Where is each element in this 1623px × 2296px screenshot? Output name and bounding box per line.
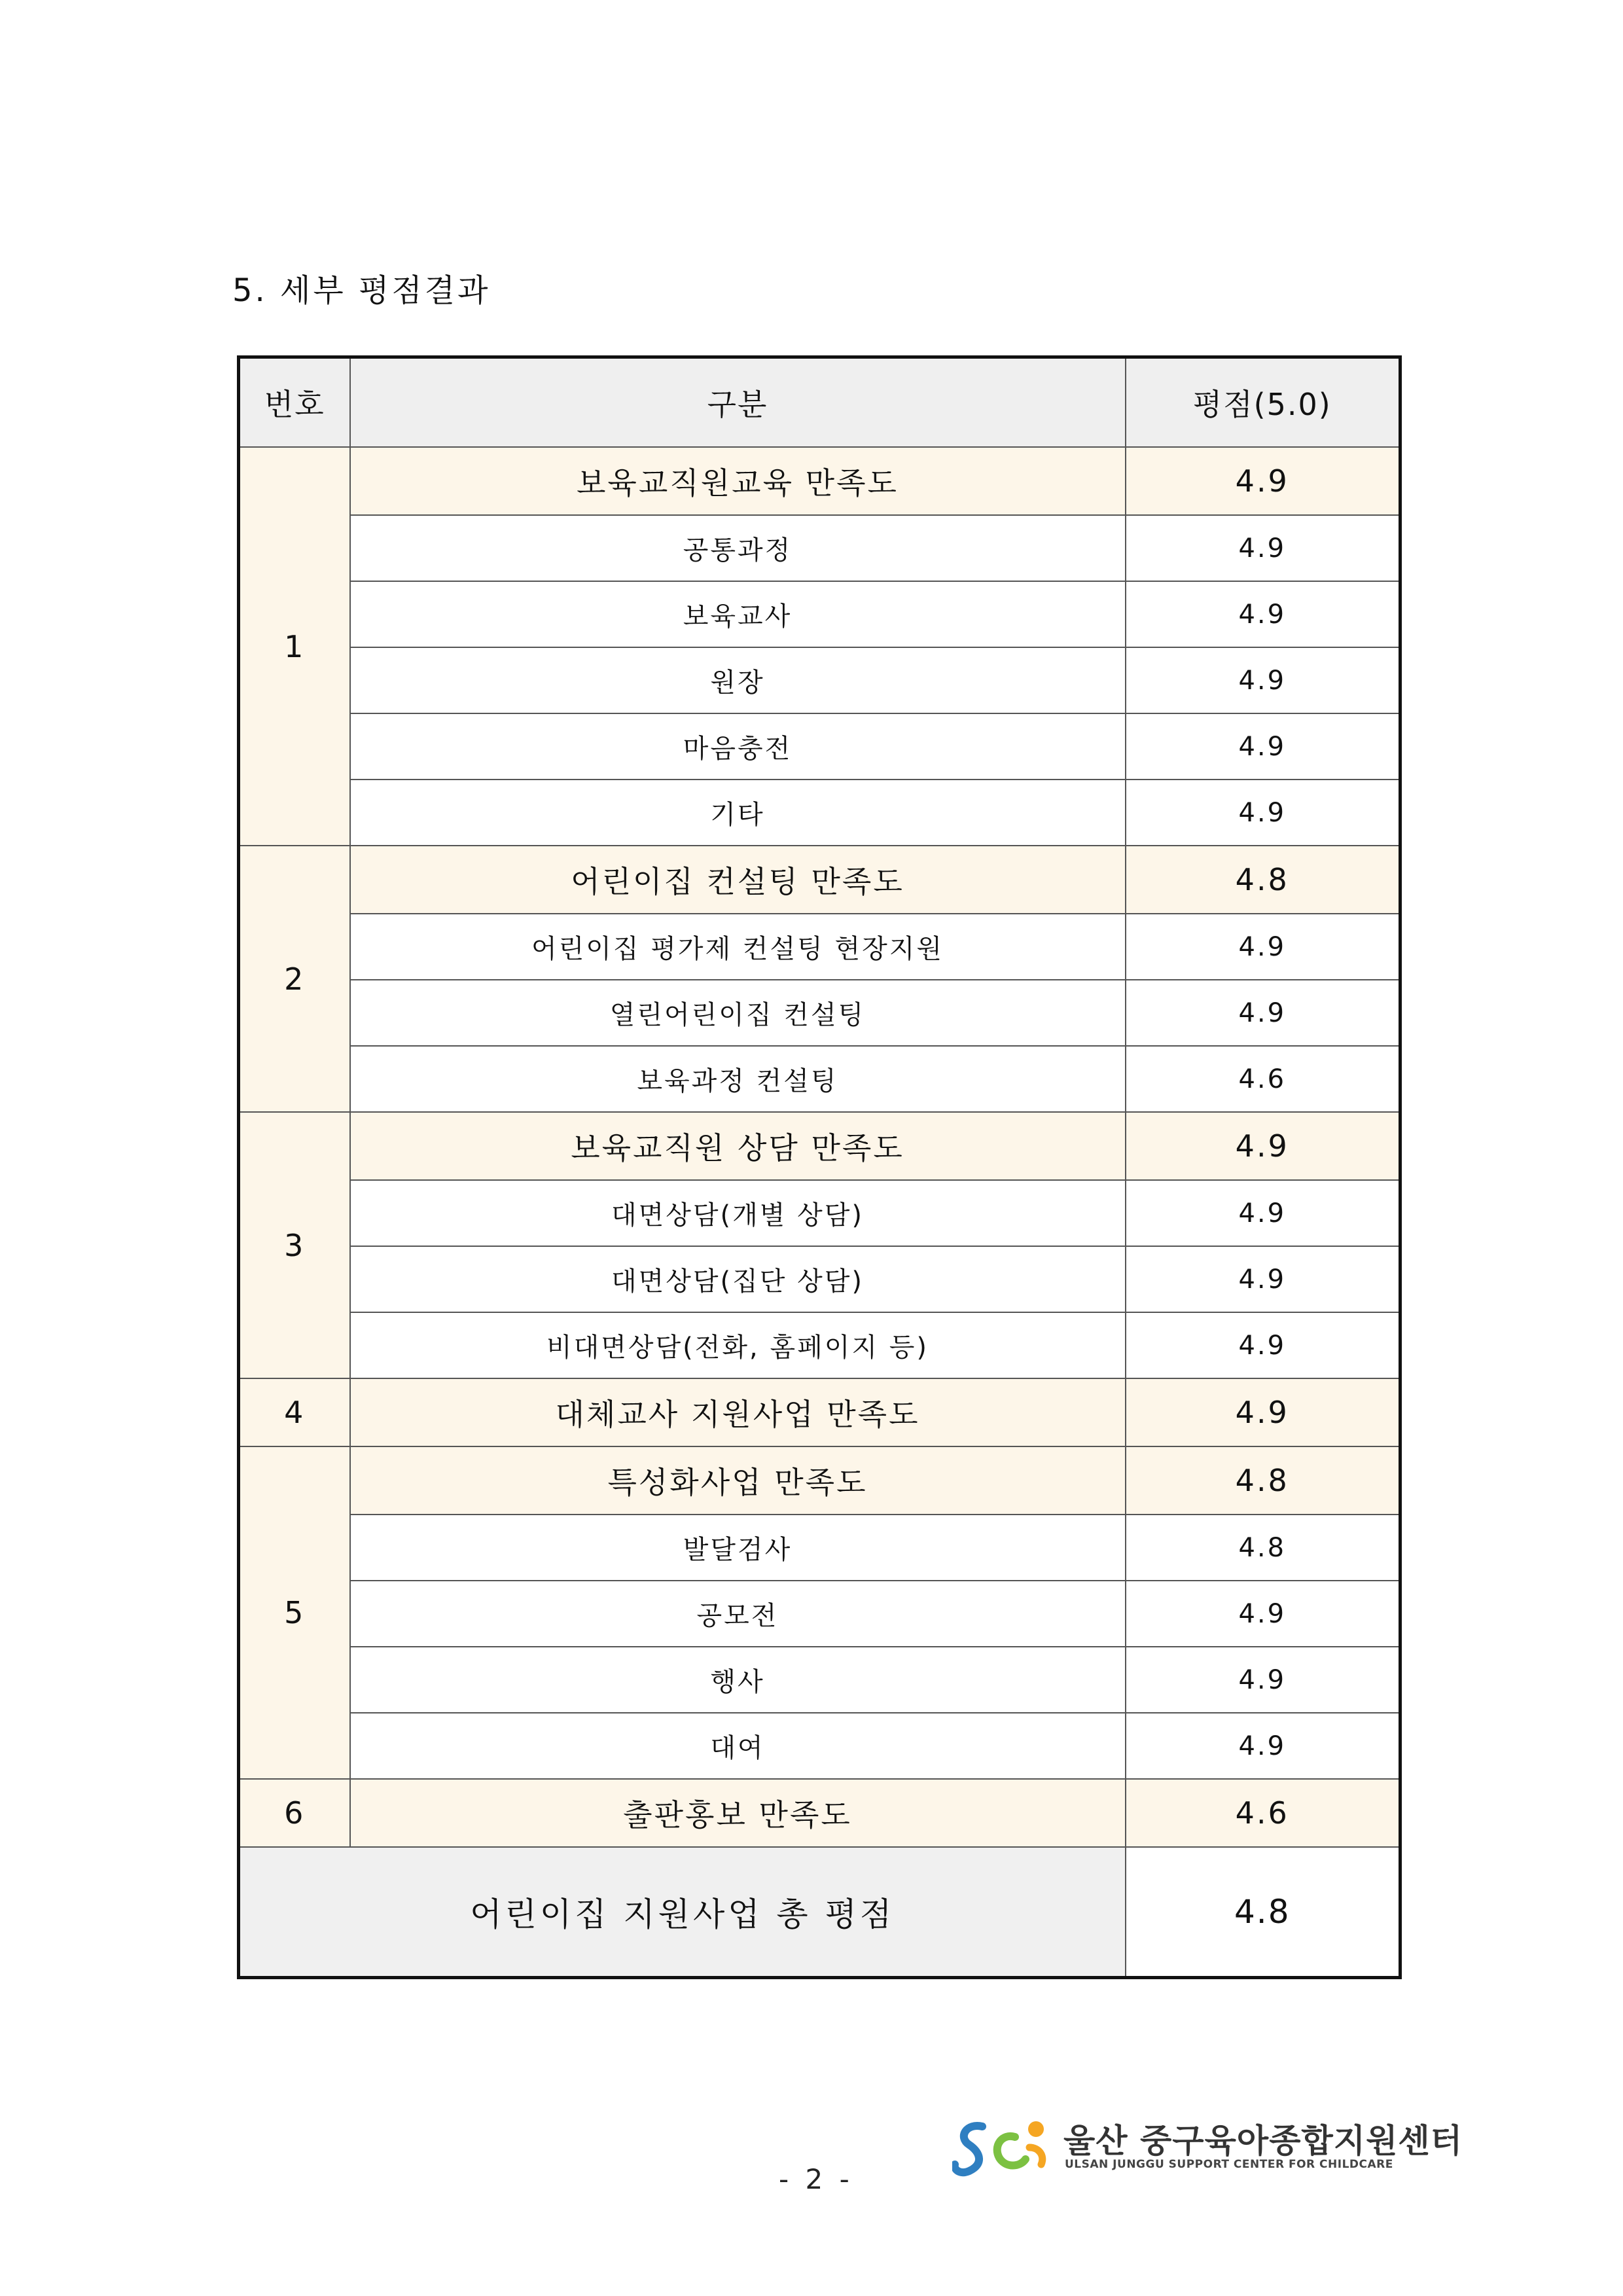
center-logo [952,2111,1463,2183]
table-header-row [239,357,1400,448]
total-row [239,1847,1400,1978]
table-row [239,1515,1400,1581]
item-score: 4.9 [1126,1647,1400,1713]
item-label: 보육교사 [350,581,1126,647]
item-label: 기타 [350,780,1126,846]
header-number: 번호 [239,357,350,448]
table-row [239,1647,1400,1713]
item-score: 4.6 [1126,1046,1400,1112]
item-score: 4.9 [1126,581,1400,647]
category-score: 4.9 [1126,447,1400,515]
item-score: 4.9 [1126,780,1400,846]
item-label: 보육과정 컨설팅 [350,1046,1126,1112]
table-row [239,515,1400,581]
item-label: 대면상담(개별 상담) [350,1180,1126,1246]
score-table [237,355,1402,1979]
group-number: 5 [239,1446,350,1779]
item-score: 4.9 [1126,1713,1400,1779]
item-score: 4.9 [1126,713,1400,780]
category-row [239,447,1400,515]
item-score: 4.9 [1126,1246,1400,1312]
table-row [239,780,1400,846]
item-label: 공통과정 [350,515,1126,581]
item-label: 대면상담(집단 상담) [350,1246,1126,1312]
item-label: 발달검사 [350,1515,1126,1581]
table-row [239,1713,1400,1779]
item-label: 행사 [350,1647,1126,1713]
category-score: 4.9 [1126,1112,1400,1180]
category-row [239,846,1400,914]
category-title: 보육교직원교육 만족도 [350,447,1126,515]
item-score: 4.9 [1126,1581,1400,1647]
item-label: 비대면상담(전화, 홈페이지 등) [350,1312,1126,1378]
item-label: 어린이집 평가제 컨설팅 현장지원 [350,914,1126,980]
total-label: 어린이집 지원사업 총 평점 [239,1847,1126,1978]
item-label: 대여 [350,1713,1126,1779]
category-title: 대체교사 지원사업 만족도 [350,1378,1126,1446]
category-score: 4.9 [1126,1378,1400,1446]
item-label: 마음충전 [350,713,1126,780]
group-number: 2 [239,846,350,1112]
item-score: 4.8 [1126,1515,1400,1581]
item-label: 열린어린이집 컨설팅 [350,980,1126,1046]
category-title: 출판홍보 만족도 [350,1779,1126,1847]
logo-mark-icon [952,2111,1057,2183]
item-label: 공모전 [350,1581,1126,1647]
category-row [239,1378,1400,1446]
logo-name: 울산 중구육아종합지원센터 [1063,2122,1463,2160]
category-row [239,1112,1400,1180]
total-score: 4.8 [1126,1847,1400,1978]
category-title: 특성화사업 만족도 [350,1446,1126,1515]
item-score: 4.9 [1126,1180,1400,1246]
table-row [239,980,1400,1046]
table-row [239,1246,1400,1312]
group-number: 4 [239,1378,350,1446]
group-number: 1 [239,447,350,846]
item-score: 4.9 [1126,1312,1400,1378]
category-row [239,1446,1400,1515]
item-label: 원장 [350,647,1126,713]
group-number: 6 [239,1779,350,1847]
page-number: - 2 - [779,2163,853,2195]
item-score: 4.9 [1126,980,1400,1046]
category-title: 어린이집 컨설팅 만족도 [350,846,1126,914]
table-row [239,1312,1400,1378]
table-row [239,581,1400,647]
category-score: 4.8 [1126,1446,1400,1515]
section-title: 5. 세부 평점결과 [232,272,491,309]
table-row [239,1180,1400,1246]
header-score: 평점(5.0) [1126,357,1400,448]
category-title: 보육교직원 상담 만족도 [350,1112,1126,1180]
table-row [239,647,1400,713]
category-row [239,1779,1400,1847]
group-number: 3 [239,1112,350,1378]
category-score: 4.6 [1126,1779,1400,1847]
header-category: 구분 [350,357,1126,448]
table-row [239,1581,1400,1647]
logo-subtitle: ULSAN JUNGGU SUPPORT CENTER FOR CHILDCARE [1065,2158,1393,2171]
table-row [239,1046,1400,1112]
item-score: 4.9 [1126,914,1400,980]
category-score: 4.8 [1126,846,1400,914]
item-score: 4.9 [1126,647,1400,713]
item-score: 4.9 [1126,515,1400,581]
table-row [239,914,1400,980]
table-row [239,713,1400,780]
